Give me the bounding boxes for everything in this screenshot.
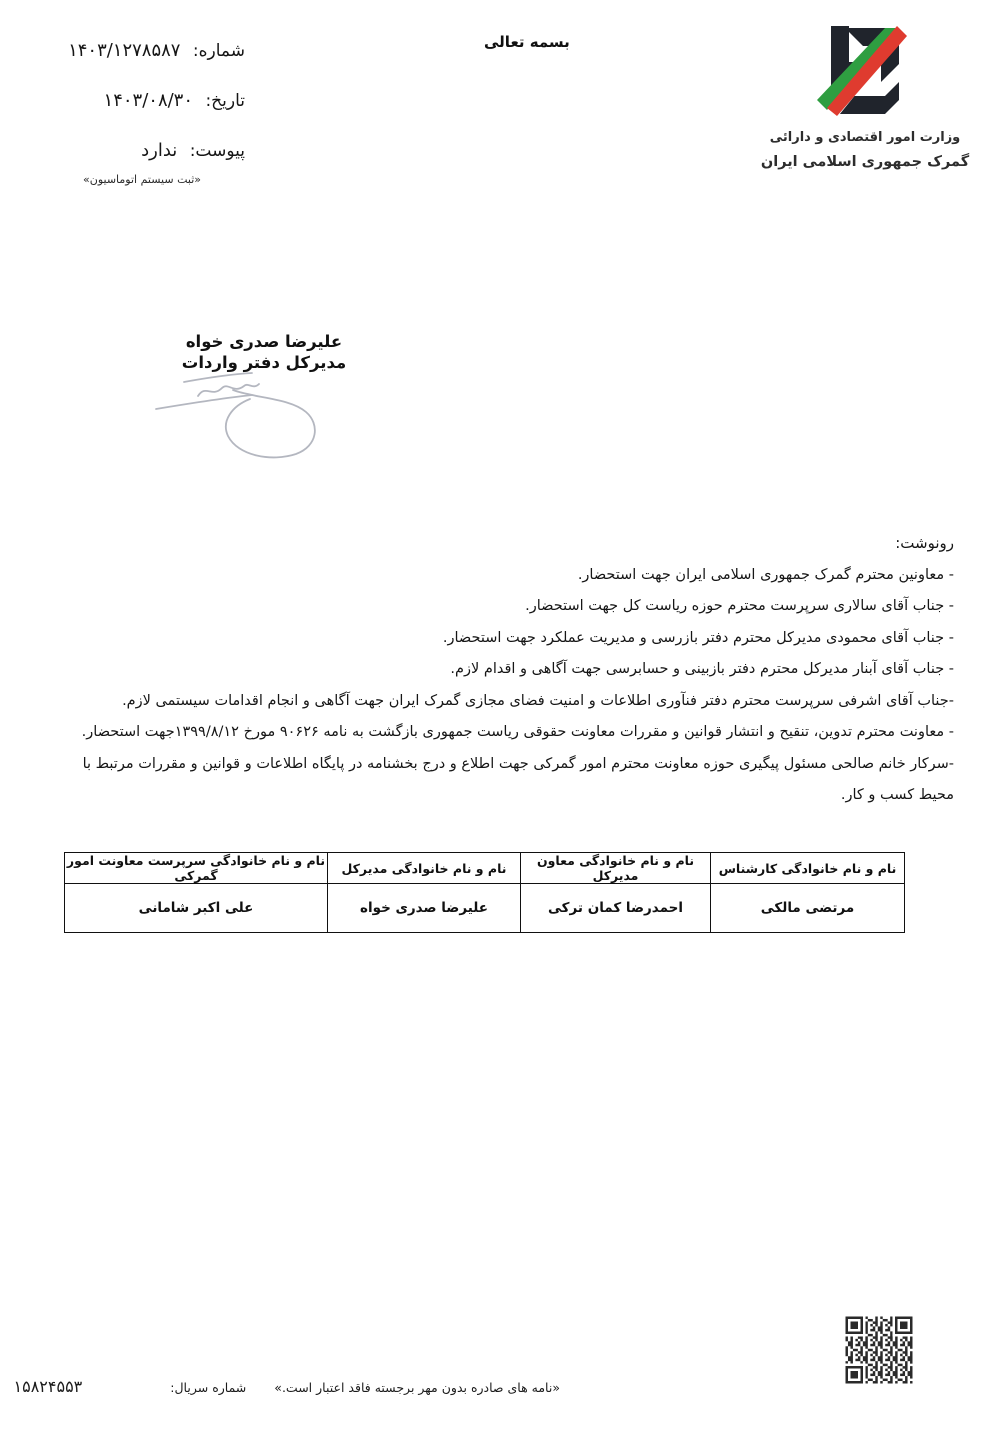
- cc-item: - جناب آقای محمودی مدیرکل محترم دفتر بازرسی و مدیریت عملکرد جهت استحضار.: [442, 629, 954, 646]
- cc-item: - معاونت محترم تدوین، تنقیح و انتشار قوانین و مقررات معاونت حقوقی ریاست جمهوری بازگشت به نامه ۹۰۶۲۶ مورخ ۱۳۹۹/۸/۱۲جهت استحضار.: [81, 724, 954, 740]
- header-supervisor-deputy: نام و نام خانوادگی سرپرست معاونت امور گمرکی: [65, 853, 328, 884]
- letter-date-row: [33, 90, 245, 111]
- name-deputy-director: احمدرضا کمان ترکی: [521, 884, 711, 933]
- signer-name: علیرضا صدری خواه: [185, 332, 343, 351]
- header-director-general: نام و نام خانوادگی مدیرکل: [328, 853, 521, 884]
- ministry-name: وزارت امور اقتصادی و دارائی: [769, 130, 961, 145]
- letter-date-value: ۱۴۰۳/۰۸/۳۰: [103, 90, 194, 111]
- signer-title: مدیرکل دفتر واردات: [181, 353, 347, 372]
- name-expert: مرتضی مالکی: [711, 884, 905, 933]
- letterhead-logo-block: [750, 22, 980, 170]
- cc-item: - جناب آقای سالاری سرپرست محترم حوزه ریاست کل جهت استحضار.: [525, 598, 954, 614]
- letter-number-label: شماره:: [192, 41, 245, 61]
- cc-section: [52, 528, 954, 812]
- validity-note: «نامه های صادره بدون مهر برجسته فاقد اعتبار است.»: [274, 1380, 560, 1395]
- name-supervisor-deputy: علی اکبر شامانی: [65, 884, 328, 933]
- reference-block: [33, 40, 245, 186]
- table-value-row: [65, 884, 905, 933]
- cc-item: - جناب آقای آبنار مدیرکل محترم دفتر بازبینی و حسابرسی جهت آگاهی و اقدام لازم.: [450, 661, 954, 677]
- attachment-label: پیوست:: [189, 141, 245, 161]
- cc-item: -جناب آقای اشرفی سرپرست محترم دفتر فنآوری اطلاعات و امنیت فضای مجازی گمرک ایران جهت آگاهی و انجام اقدامات سیستمی لازم.: [122, 692, 954, 709]
- besmeleh-heading: بسمه تعالی: [484, 33, 570, 51]
- signer-block: [176, 331, 352, 373]
- attachment-value: ندارد: [141, 140, 178, 161]
- serial-number-label: شماره سریال:: [170, 1380, 247, 1395]
- cc-item: -سرکار خانم صالحی مسئول پیگیری حوزه معاونت محترم امور گمرکی جهت اطلاع و درج بخشنامه در پایگاه اطلاعات و قوانین و مقررات مرتبط با محیط کسب و کار.: [82, 755, 954, 803]
- signatories-table: [64, 852, 905, 933]
- table-header-row: [65, 853, 905, 884]
- cc-item: - معاونین محترم گمرک جمهوری اسلامی ایران جهت استحضار.: [577, 566, 954, 583]
- letter-number-value: ۱۴۰۳/۱۲۷۸۵۸۷: [68, 40, 181, 61]
- cc-heading: رونوشت:: [895, 534, 954, 552]
- automation-system-note: «ثبت سیستم اتوماسیون»: [83, 173, 201, 186]
- header-deputy-director: نام و نام خانوادگی معاون مدیرکل: [521, 853, 711, 884]
- serial-number-value: ۱۵۸۲۴۵۵۳: [13, 1377, 83, 1396]
- qr-code: [843, 1314, 915, 1390]
- attachment-row: [33, 140, 245, 161]
- customs-org-name: گمرک جمهوری اسلامی ایران: [760, 154, 970, 170]
- name-director-general: علیرضا صدری خواه: [328, 884, 521, 933]
- header-expert: نام و نام خانوادگی کارشناس: [711, 853, 905, 884]
- footer-line: [13, 1377, 560, 1396]
- customs-logo-icon: [815, 22, 915, 124]
- letter-date-label: تاریخ:: [205, 91, 245, 111]
- letter-number-row: [33, 40, 245, 61]
